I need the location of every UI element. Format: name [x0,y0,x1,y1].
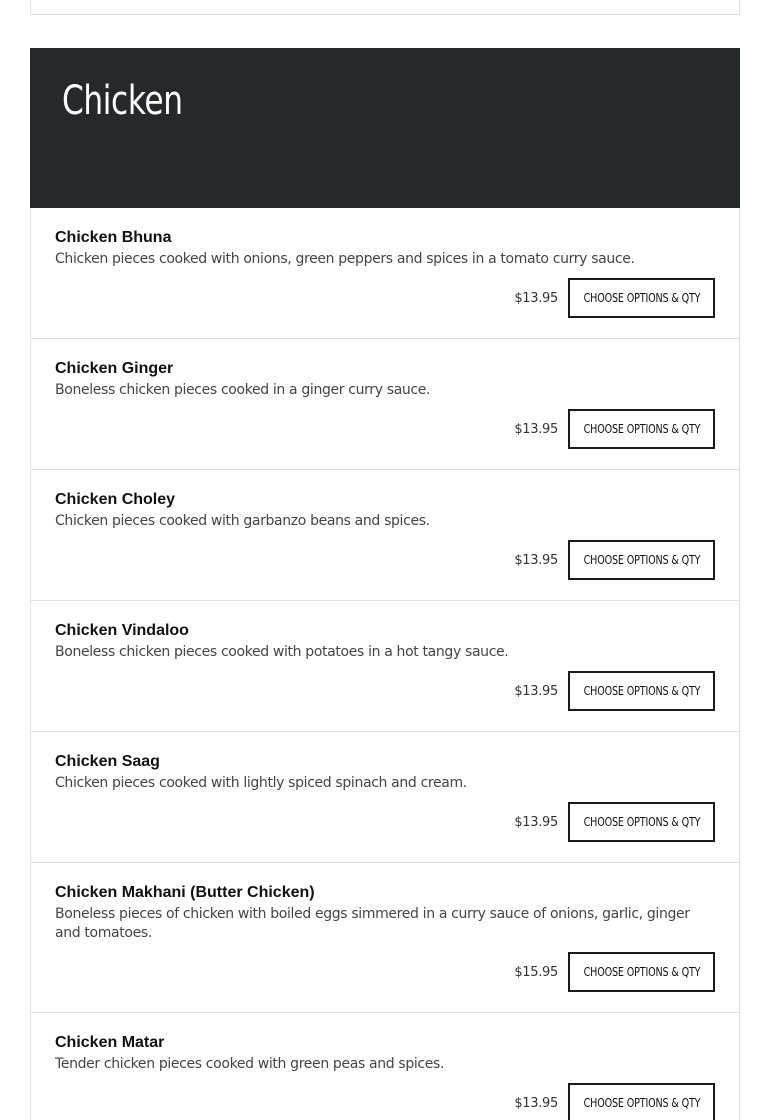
item-name: Chicken Makhani (Butter Chicken) [55,884,315,901]
section-header [30,48,740,208]
menu-item [31,339,739,470]
menu-item [31,470,739,601]
previous-section-card-bottom [30,0,740,15]
menu-item-list [30,208,740,1120]
item-price: $13.95 [514,552,558,568]
choose-options-button[interactable] [568,409,715,449]
item-footer [55,540,715,580]
choose-options-button[interactable] [568,952,715,992]
choose-options-label: CHOOSE OPTIONS & QTY [583,553,700,567]
menu-item [31,732,739,863]
choose-options-label: CHOOSE OPTIONS & QTY [583,291,700,305]
item-name: Chicken Saag [55,753,160,770]
item-name: Chicken Choley [55,491,176,508]
item-name: Chicken Bhuna [55,229,172,246]
choose-options-label: CHOOSE OPTIONS & QTY [583,815,700,829]
item-footer [55,952,715,992]
item-footer [55,671,715,711]
item-description: Boneless pieces of chicken with boiled eggs simmered in a curry sauce of onions, garlic, ginger and tomatoes. [55,906,690,941]
choose-options-button[interactable] [568,1083,715,1120]
item-price: $13.95 [514,290,558,306]
menu-item [31,1013,739,1120]
item-price: $13.95 [514,1095,558,1111]
item-name: Chicken Ginger [55,360,174,377]
item-description: Chicken pieces cooked with lightly spiced spinach and cream. [55,775,467,791]
menu-section-chicken [30,48,740,1120]
choose-options-button[interactable] [568,671,715,711]
menu-item [31,863,739,1013]
item-description: Chicken pieces cooked with onions, green peppers and spices in a tomato curry sauce. [55,251,635,267]
choose-options-label: CHOOSE OPTIONS & QTY [583,422,700,436]
item-description: Chicken pieces cooked with garbanzo beans and spices. [55,513,430,529]
choose-options-button[interactable] [568,540,715,580]
item-price: $13.95 [514,421,558,437]
item-footer [55,802,715,842]
choose-options-label: CHOOSE OPTIONS & QTY [583,684,700,698]
menu-item [31,208,739,339]
choose-options-label: CHOOSE OPTIONS & QTY [583,1096,700,1110]
section-title: Chicken [62,78,183,124]
item-footer [55,278,715,318]
item-description: Boneless chicken pieces cooked in a ginger curry sauce. [55,382,431,398]
item-name: Chicken Matar [55,1034,165,1051]
choose-options-label: CHOOSE OPTIONS & QTY [583,965,700,979]
menu-item [31,601,739,732]
choose-options-button[interactable] [568,278,715,318]
item-price: $13.95 [514,683,558,699]
item-description: Tender chicken pieces cooked with green peas and spices. [55,1056,445,1072]
choose-options-button[interactable] [568,802,715,842]
item-name: Chicken Vindaloo [55,622,189,639]
item-footer [55,409,715,449]
item-price: $15.95 [514,964,558,980]
item-footer [55,1083,715,1120]
item-description: Boneless chicken pieces cooked with potatoes in a hot tangy sauce. [55,644,509,660]
item-price: $13.95 [514,814,558,830]
